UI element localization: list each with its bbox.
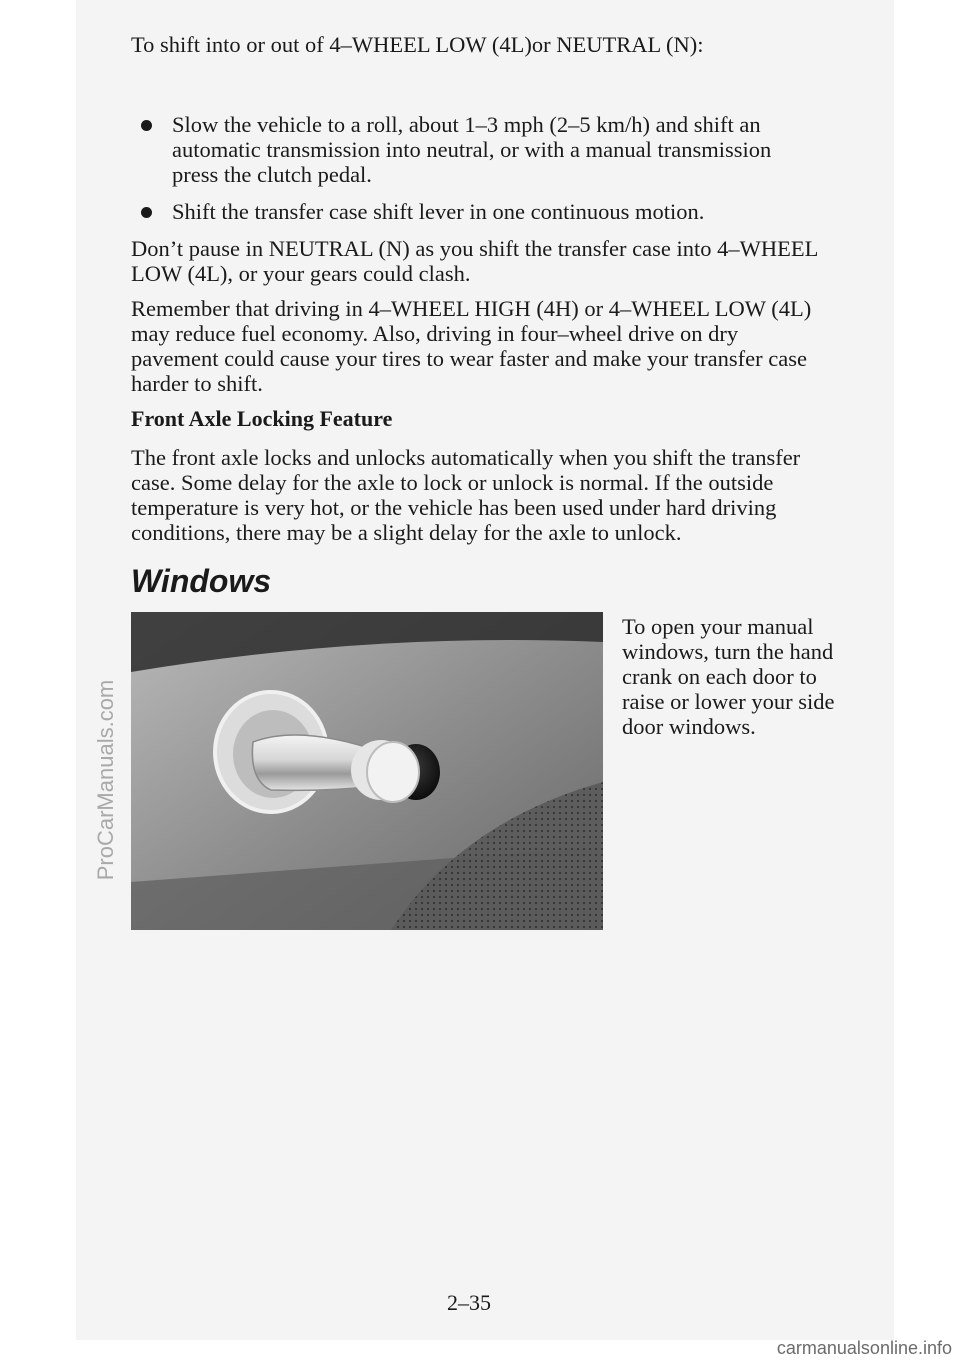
window-crank-photo bbox=[131, 612, 603, 930]
pause-warning-text: Don’t pause in NEUTRAL (N) as you shift the transfer case into 4–WHEEL LOW (4L), or your gears could clash. bbox=[131, 236, 818, 286]
bullet-icon bbox=[141, 207, 152, 218]
bullet-icon bbox=[141, 120, 152, 131]
watermark-bottom: carmanualsonline.info bbox=[776, 1338, 952, 1358]
windows-heading: Windows bbox=[131, 563, 272, 599]
windows-text: To open your manual windows, turn the hand crank on each door to raise or lower your side door windows. bbox=[622, 614, 835, 739]
axle-heading: Front Axle Locking Feature bbox=[131, 406, 393, 431]
bullet-text: Shift the transfer case shift lever in one continuous motion. bbox=[172, 199, 705, 224]
axle-text: The front axle locks and unlocks automatically when you shift the transfer case. Some delay for the axle to lock or unlock is normal. If the outside temperature is very hot, or the vehicle has been used under hard driving conditions, there may be a slight delay for the axle to unlock. bbox=[131, 445, 801, 545]
page-number: 2–35 bbox=[447, 1290, 491, 1315]
bullet-text: Slow the vehicle to a roll, about 1–3 mph (2–5 km/h) and shift an automatic transmission into neutral, or with a manual transmission press the clutch pedal. bbox=[172, 112, 772, 187]
fuel-economy-text: Remember that driving in 4–WHEEL HIGH (4H) or 4–WHEEL LOW (4L) may reduce fuel economy. Also, driving in four–wheel drive on dry pavement could cause your tires to wear faster and make your transfer case harder to shift. bbox=[131, 296, 812, 396]
intro-text: To shift into or out of 4–WHEEL LOW (4L)or NEUTRAL (N): bbox=[131, 32, 704, 57]
window-crank-illustration bbox=[131, 612, 603, 930]
watermark-left: ProCarManuals.com bbox=[93, 679, 118, 881]
